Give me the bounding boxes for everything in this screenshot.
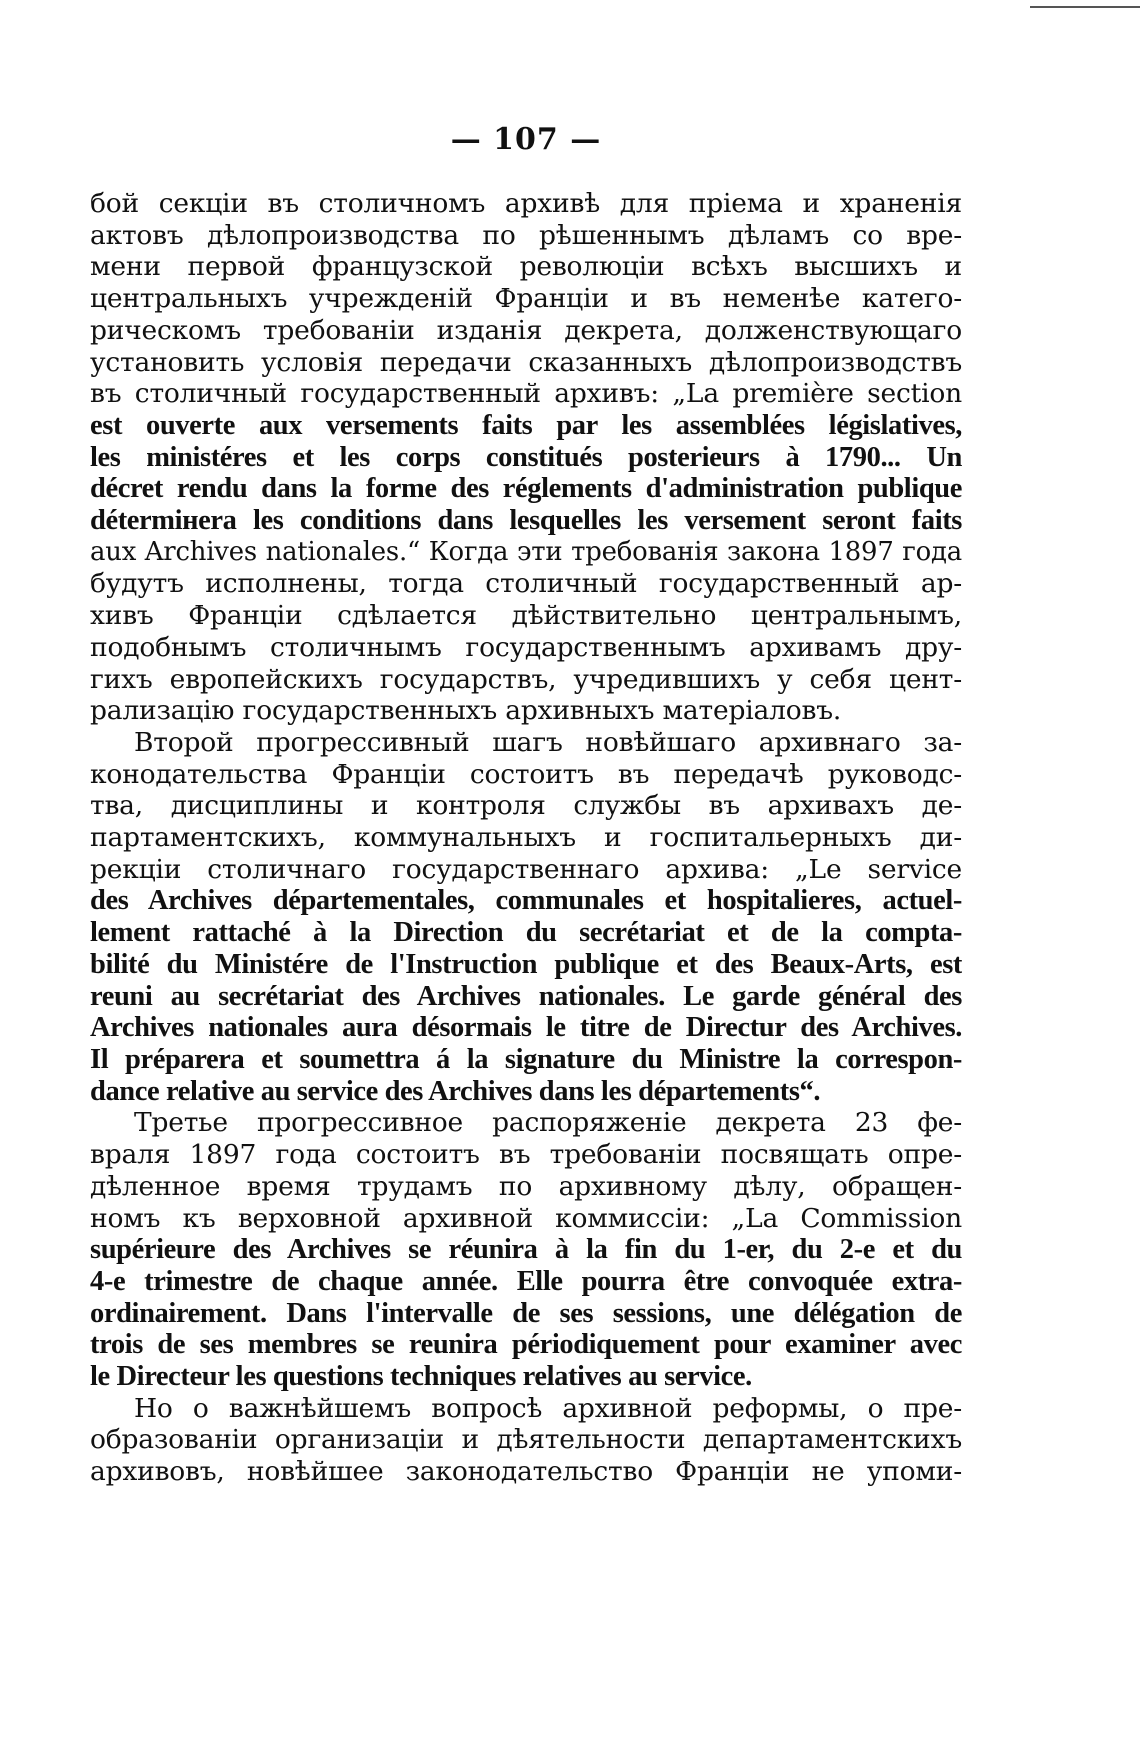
text-line: Но о важнѣйшемъ вопросѣ архивной реформы, о пре-	[134, 1392, 962, 1424]
text-line: Второй прогрессивный шагъ новѣйшаго архивнаго за-	[134, 726, 962, 758]
text-line: мени первой французской революціи всѣхъ высшихъ и	[90, 251, 962, 283]
text-line: образованіи организаціи и дѣятельности департаментскихъ	[90, 1424, 962, 1456]
text-line: Третье прогрессивное распоряженіе декрета 23 фе-	[134, 1107, 962, 1139]
text-line: décret rendu dans la forme des réglements d'administration publique	[90, 473, 962, 505]
book-page	[90, 120, 962, 1488]
text-line: 4-e trimestre de chaque année. Elle pourra être convoquée extra-	[90, 1265, 962, 1297]
text-line: est ouverte aux versements faits par les assemblées législatives,	[90, 409, 962, 441]
page-body-text	[90, 188, 962, 1488]
text-line: рекціи столичнаго государственнаго архива: „Le service	[90, 853, 962, 885]
text-line: хивъ Франціи сдѣлается дѣйствительно центральнымъ,	[90, 600, 962, 632]
text-line: враля 1897 года состоитъ въ требованіи посвящать опре-	[90, 1139, 962, 1171]
text-line: lement rattaché à la Direction du secrétariat et de la compta-	[90, 917, 962, 949]
text-line: des Archives départementales, communales et hospitalieres, actuel-	[90, 885, 962, 917]
text-line: актовъ дѣлопроизводства по рѣшеннымъ дѣламъ со вре-	[90, 219, 962, 251]
text-line: бой секціи въ столичномъ архивѣ для пріема и храненія	[90, 188, 962, 219]
text-line: Il préparera et soumettra á la signature du Ministre la correspon-	[90, 1043, 962, 1075]
text-line: рализацію государственныхъ архивныхъ матеріаловъ.	[90, 695, 842, 727]
text-line: будутъ исполнены, тогда столичный государственный ар-	[90, 568, 962, 600]
text-line: центральныхъ учрежденій Франціи и въ неменѣе катего-	[90, 283, 962, 315]
text-line: тва, дисциплины и контроля службы въ архивахъ де-	[90, 790, 962, 822]
text-line: конодательства Франціи состоитъ въ передачѣ руководс-	[90, 758, 962, 790]
text-line: подобнымъ столичнымъ государственнымъ архивамъ дру-	[90, 631, 962, 663]
text-line: les ministéres et les corps constitués posterieurs à 1790... Un	[90, 441, 962, 473]
text-line: партаментскихъ, коммунальныхъ и госпитальерныхъ ди-	[90, 822, 962, 854]
text-line: reuni au secrétariat des Archives nationales. Le garde général des	[90, 980, 962, 1012]
text-line: дѣленное время трудамъ по архивному дѣлу, обращен-	[90, 1170, 962, 1202]
text-line: архивовъ, новѣйшее законодательство Франціи не упоми-	[90, 1456, 962, 1488]
text-line: установить условія передачи сказанныхъ дѣлопроизводствъ	[90, 346, 962, 378]
text-line: ordinairement. Dans l'intervalle de ses sessions, une délégation de	[90, 1297, 962, 1329]
page-number: — 107 —	[450, 122, 602, 157]
text-line: рическомъ требованіи изданія декрета, долженствующаго	[90, 314, 962, 346]
text-line: bilité du Ministére de l'Instruction publique et des Beaux-Arts, est	[90, 948, 962, 980]
text-line: въ столичный государственный архивъ: „La première section	[90, 378, 962, 410]
text-line: aux Archives nationales.“ Когда эти требованія закона 1897 года	[90, 536, 962, 567]
text-line: номъ къ верховной архивной коммиссіи: „La Commission	[90, 1202, 962, 1234]
text-line: le Directeur les questions techniques relatives au service.	[90, 1361, 752, 1393]
top-edge-rule	[1030, 6, 1140, 8]
text-line: détermінera les conditions dans lesquelles les versement seront faits	[90, 505, 962, 537]
text-line: trois de ses membres se reunira périodiquement pour examiner avec	[90, 1329, 962, 1361]
text-line: dance relative au service des Archives dans les départements“.	[90, 1075, 821, 1107]
text-line: supérieure des Archives se réunira à la fin du 1-er, du 2-e et du	[90, 1234, 962, 1266]
text-line: гихъ европейскихъ государствъ, учредившихъ у себя цент-	[90, 663, 962, 695]
text-line: Archives nationales aura désormais le titre de Directur des Archives.	[90, 1012, 962, 1044]
